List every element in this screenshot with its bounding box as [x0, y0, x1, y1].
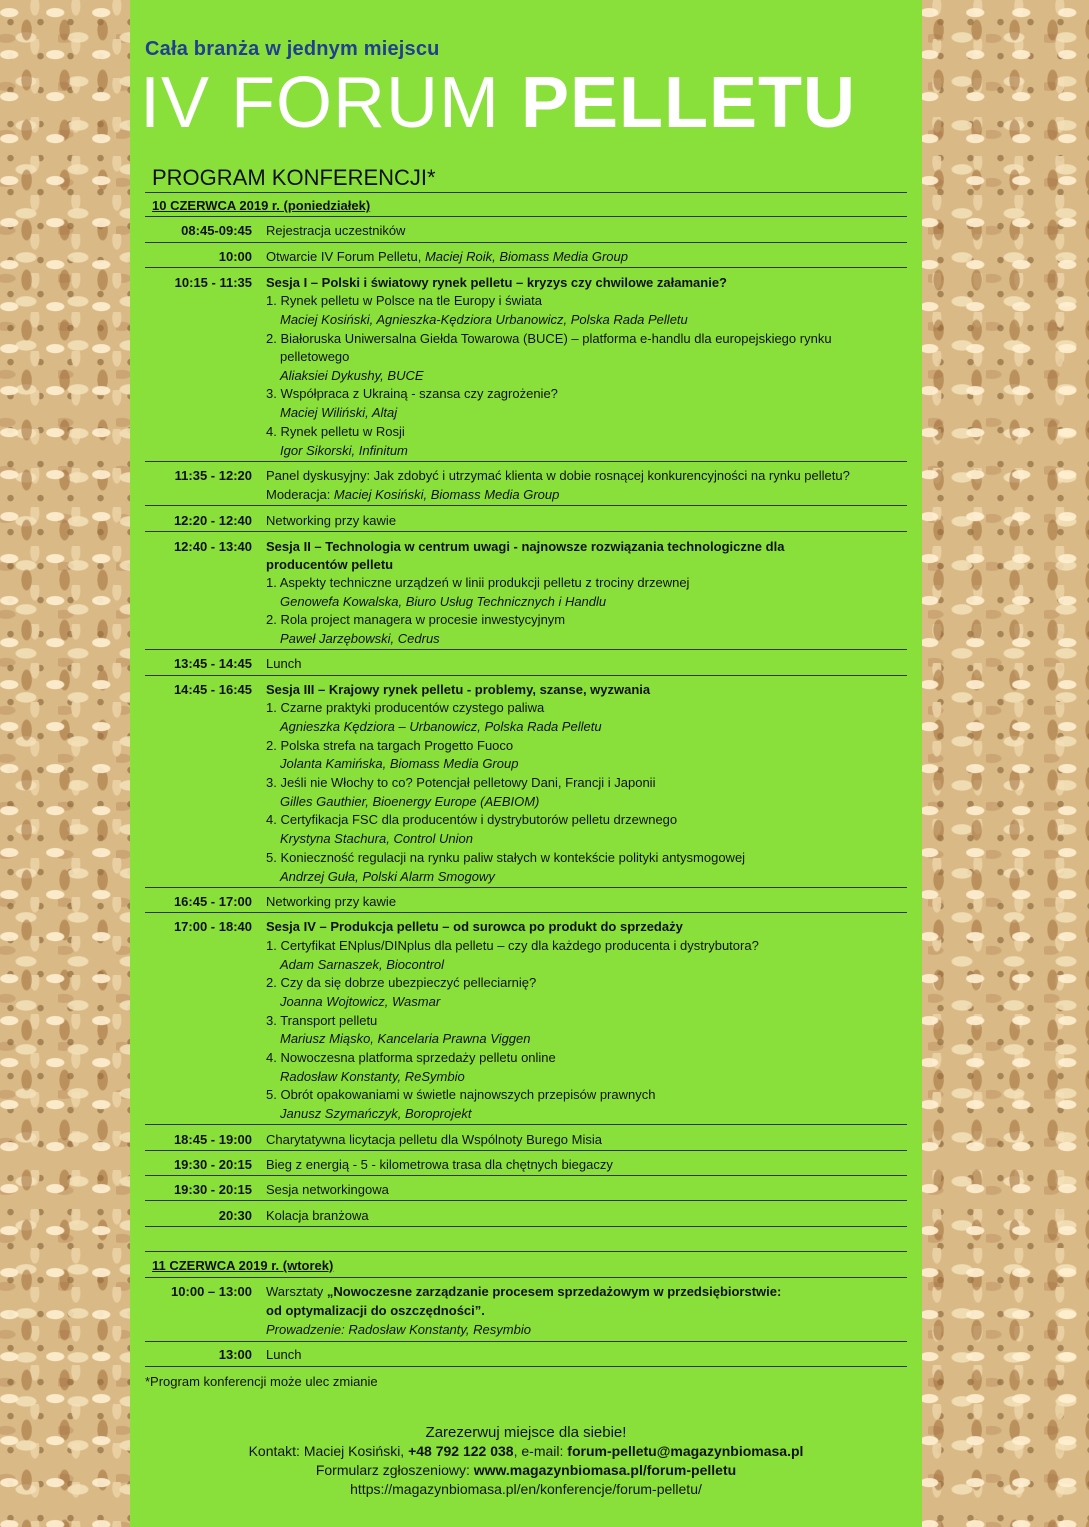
- divider: [145, 242, 907, 243]
- divider: [145, 267, 907, 268]
- day1-date: 10 CZERWCA 2019 r. (poniedziałek): [152, 198, 371, 213]
- workshop-label: Warsztaty: [266, 1284, 327, 1299]
- slot-line: Networking przy kawie: [266, 513, 397, 528]
- session-title: Sesja II – Technologia w centrum uwagi - najnowsze rozwiązania technologiczne dla: [266, 539, 785, 554]
- slot-time: 10:00: [218, 249, 252, 264]
- slot-time: 19:30 - 20:15: [173, 1182, 252, 1197]
- talk-title: 4. Nowoczesna platforma sprzedaży pelletu online: [266, 1050, 556, 1065]
- divider: [145, 1277, 907, 1278]
- talk-title: 1. Aspekty techniczne urządzeń w linii produkcji pelletu z trociny drzewnej: [266, 575, 690, 590]
- event-title-light: IV FORUM: [140, 63, 521, 143]
- slot-line: Networking przy kawie: [266, 894, 397, 909]
- form-prefix: Formularz zgłoszeniowy:: [315, 1462, 474, 1478]
- slot-time: 13:00: [218, 1347, 252, 1362]
- slot-line: Lunch: [266, 656, 302, 671]
- speaker: Aliaksiei Dykushy, BUCE: [280, 368, 424, 383]
- speaker: Adam Sarnaszek, Biocontrol: [280, 957, 445, 972]
- event-title: [140, 63, 857, 143]
- day2-date: 11 CZERWCA 2019 r. (wtorek): [152, 1258, 334, 1273]
- speaker: Janusz Szymańczyk, Boroprojekt: [280, 1106, 472, 1121]
- divider: [145, 887, 907, 888]
- slot-line: [266, 249, 628, 264]
- talk-title: Panel dyskusyjny: Jak zdobyć i utrzymać klienta w dobie rosnącej konkurencyjności na rynku pelletu?: [266, 468, 850, 483]
- contact-line: [130, 1443, 922, 1459]
- slot-time: 20:30: [218, 1208, 252, 1223]
- slot-time: 12:20 - 12:40: [173, 513, 252, 528]
- divider: [145, 649, 907, 650]
- speaker: Maciej Roik, Biomass Media Group: [424, 249, 628, 264]
- speaker: Paweł Jarzębowski, Cedrus: [280, 631, 440, 646]
- slot-line: Kolacja branżowa: [266, 1208, 369, 1223]
- workshop-name: od optymalizacji do oszczędności”.: [266, 1303, 485, 1318]
- talk-title: 1. Certyfikat ENplus/DINplus dla pelletu – czy dla każdego producenta i dystrybutora?: [266, 938, 759, 953]
- workshop-title: [266, 1284, 781, 1299]
- program-title: PROGRAM KONFERENCJI*: [152, 165, 436, 190]
- phone[interactable]: +48 792 122 038: [408, 1443, 514, 1459]
- speaker: Maciej Wiliński, Altaj: [280, 405, 398, 420]
- divider: [145, 192, 907, 193]
- slot-time: 10:15 - 11:35: [174, 275, 252, 290]
- talk-title: 3. Jeśli nie Włochy to co? Potencjał pelletowy Dani, Francji i Japonii: [266, 775, 656, 790]
- divider: [145, 1366, 907, 1367]
- speaker: Maciej Kosiński, Agnieszka-Kędziora Urbanowicz, Polska Rada Pelletu: [280, 312, 688, 327]
- session-title: Sesja III – Krajowy rynek pelletu - problemy, szanse, wyzwania: [266, 682, 651, 697]
- speaker: Genowefa Kowalska, Biuro Usług Technicznych i Handlu: [280, 594, 607, 609]
- slot-time: 18:45 - 19:00: [173, 1132, 252, 1147]
- talk-title: 1. Czarne praktyki producentów czystego paliwa: [266, 700, 545, 715]
- contact-prefix: Kontakt: Maciej Kosiński,: [248, 1443, 409, 1459]
- form-line: [130, 1462, 922, 1478]
- email-link[interactable]: forum-pelletu@magazynbiomasa.pl: [567, 1443, 804, 1459]
- talk-title: 4. Rynek pelletu w Rosji: [266, 424, 405, 439]
- tagline: Cała branża w jednym miejscu: [145, 38, 440, 60]
- event-title-bold: PELLETU: [521, 63, 857, 143]
- session-title: producentów pelletu: [266, 557, 394, 572]
- divider: [145, 912, 907, 913]
- slot-line: Rejestracja uczestników: [266, 223, 406, 238]
- slot-time: 16:45 - 17:00: [173, 894, 252, 909]
- form-link[interactable]: www.magazynbiomasa.pl/forum-pelletu: [473, 1462, 737, 1478]
- talk-title: 3. Współpraca z Ukrainą - szansa czy zagrożenie?: [266, 386, 558, 401]
- divider: [145, 461, 907, 462]
- divider: [145, 1341, 907, 1342]
- cta: Zarezerwuj miejsce dla siebie!: [425, 1424, 627, 1441]
- slot-time: 17:00 - 18:40: [173, 919, 252, 934]
- divider: [145, 1150, 907, 1151]
- slot-time: 13:45 - 14:45: [173, 656, 252, 671]
- talk-title: 2. Polska strefa na targach Progetto Fuoco: [266, 738, 514, 753]
- speaker: Gilles Gauthier, Bioenergy Europe (AEBIOM): [280, 794, 540, 809]
- slot-time: 08:45-09:45: [181, 223, 252, 238]
- session-title: Sesja IV – Produkcja pelletu – od surowca po produkt do sprzedaży: [266, 919, 683, 934]
- email-prefix: , e-mail:: [513, 1443, 568, 1459]
- session-title: Sesja I – Polski i światowy rynek pelletu – kryzys czy chwilowe załamanie?: [266, 275, 727, 290]
- workshop-name: „Nowoczesne zarządzanie procesem sprzedażowym w przedsiębiorstwie:: [326, 1284, 782, 1299]
- slot-line: Charytatywna licytacja pelletu dla Wspólnoty Burego Misia: [266, 1132, 602, 1147]
- talk-title: 2. Rola project managera w procesie inwestycyjnym: [266, 612, 566, 627]
- talk-title: 5. Obrót opakowaniami w świetle najnowszych przepisów prawnych: [266, 1087, 656, 1102]
- divider: [145, 1175, 907, 1176]
- speaker: Joanna Wojtowicz, Wasmar: [280, 994, 441, 1009]
- divider: [145, 505, 907, 506]
- speaker: Mariusz Miąsko, Kancelaria Prawna Viggen: [280, 1031, 531, 1046]
- speaker: Andrzej Guła, Polski Alarm Smogowy: [280, 869, 495, 884]
- slot-time: 14:45 - 16:45: [173, 682, 252, 697]
- divider: [145, 216, 907, 217]
- slot-time: 19:30 - 20:15: [173, 1157, 252, 1172]
- moderator-label: Moderacja:: [266, 487, 334, 502]
- talk-title: 4. Certyfikacja FSC dla producentów i dystrybutorów pelletu drzewnego: [266, 812, 678, 827]
- slot-line: Sesja networkingowa: [266, 1182, 389, 1197]
- moderator: [266, 487, 559, 502]
- talk-title: pelletowego: [280, 349, 350, 364]
- speaker: Krystyna Stachura, Control Union: [280, 831, 473, 846]
- divider: [145, 1200, 907, 1201]
- divider: [145, 1124, 907, 1125]
- slot-time: 12:40 - 13:40: [173, 539, 252, 554]
- speaker: Jolanta Kamińska, Biomass Media Group: [280, 756, 519, 771]
- talk-title: 2. Białoruska Uniwersalna Giełda Towarowa (BUCE) – platforma e-handlu dla europejskiego rynku: [266, 331, 832, 346]
- divider: [145, 1226, 907, 1227]
- slot-line-text: Otwarcie IV Forum Pelletu,: [266, 249, 425, 264]
- slot-time: 11:35 - 12:20: [174, 468, 252, 483]
- divider: [145, 531, 907, 532]
- speaker: Igor Sikorski, Infinitum: [280, 443, 408, 458]
- footnote: *Program konferencji może ulec zmianie: [145, 1374, 378, 1389]
- slot-line: Lunch: [266, 1347, 302, 1362]
- slot-time: 10:00 – 13:00: [171, 1284, 252, 1299]
- speaker: Prowadzenie: Radosław Konstanty, Resymbio: [266, 1322, 531, 1337]
- speaker: Agnieszka Kędziora – Urbanowicz, Polska Rada Pelletu: [280, 719, 602, 734]
- en-link[interactable]: https://magazynbiomasa.pl/en/konferencje/forum-pelletu/: [350, 1481, 702, 1497]
- talk-title: 2. Czy da się dobrze ubezpieczyć pelleciarnię?: [266, 975, 537, 990]
- divider: [145, 1251, 907, 1252]
- speaker: Maciej Kosiński, Biomass Media Group: [333, 487, 560, 502]
- talk-title: 5. Konieczność regulacji na rynku paliw stałych w kontekście polityki antysmogowej: [266, 850, 746, 865]
- talk-title: 3. Transport pelletu: [266, 1013, 378, 1028]
- talk-title: 1. Rynek pelletu w Polsce na tle Europy i świata: [266, 293, 543, 308]
- divider: [145, 675, 907, 676]
- speaker: Radosław Konstanty, ReSymbio: [280, 1069, 465, 1084]
- slot-line: Bieg z energią - 5 - kilometrowa trasa dla chętnych biegaczy: [266, 1157, 613, 1172]
